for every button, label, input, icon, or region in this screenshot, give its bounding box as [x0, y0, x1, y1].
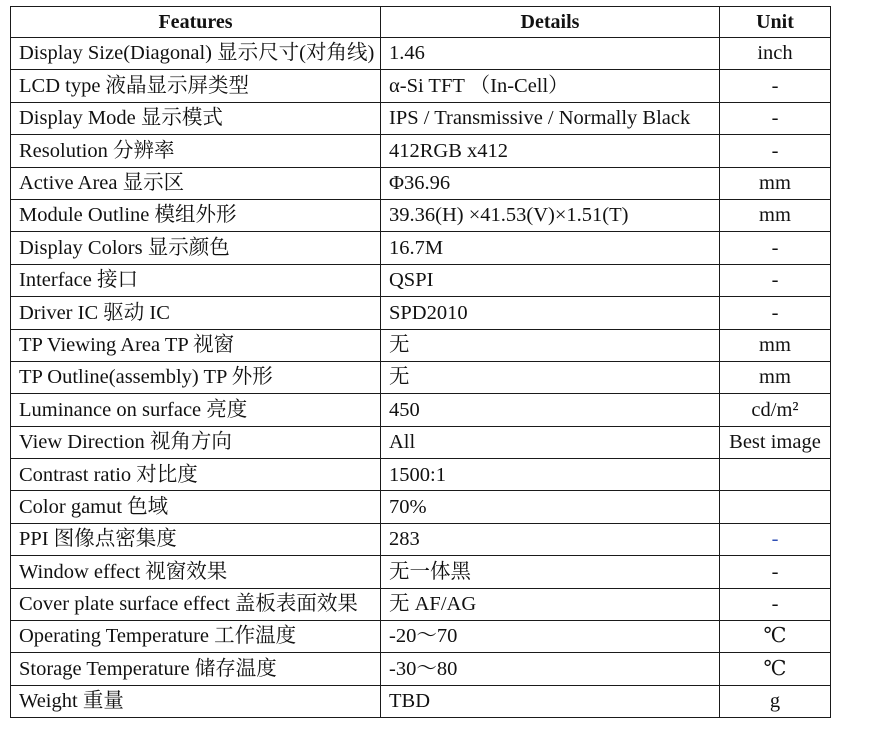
spec-table [10, 6, 831, 718]
detail-cell: 1.46 [381, 38, 720, 70]
feature-cell: LCD type 液晶显示屏类型 [11, 70, 381, 102]
table-row [11, 685, 831, 717]
detail-cell: All [381, 426, 720, 458]
header-features: Features [11, 7, 381, 38]
table-row [11, 199, 831, 231]
feature-cell: Window effect 视窗效果 [11, 556, 381, 588]
table-row [11, 167, 831, 199]
detail-cell: 无一体黑 [381, 556, 720, 588]
table-row [11, 459, 831, 491]
feature-cell: Driver IC 驱动 IC [11, 297, 381, 329]
unit-cell: - [720, 135, 831, 167]
feature-cell: Luminance on surface 亮度 [11, 394, 381, 426]
feature-cell: Module Outline 模组外形 [11, 199, 381, 231]
unit-cell: cd/m² [720, 394, 831, 426]
unit-cell: inch [720, 38, 831, 70]
table-row [11, 135, 831, 167]
feature-cell: Active Area 显示区 [11, 167, 381, 199]
detail-cell: 70% [381, 491, 720, 523]
header-unit: Unit [720, 7, 831, 38]
unit-cell: mm [720, 167, 831, 199]
unit-cell: mm [720, 361, 831, 393]
header-details: Details [381, 7, 720, 38]
detail-cell: α-Si TFT （In-Cell） [381, 70, 720, 102]
detail-cell: 无 AF/AG [381, 588, 720, 620]
detail-cell: QSPI [381, 264, 720, 296]
detail-cell: 16.7M [381, 232, 720, 264]
table-row [11, 38, 831, 70]
table-row [11, 556, 831, 588]
unit-cell: - [720, 232, 831, 264]
feature-cell: Weight 重量 [11, 685, 381, 717]
table-row [11, 329, 831, 361]
table-header-row [11, 7, 831, 38]
feature-cell: Operating Temperature 工作温度 [11, 621, 381, 653]
unit-cell: - [720, 556, 831, 588]
feature-cell: View Direction 视角方向 [11, 426, 381, 458]
unit-cell: - [720, 523, 831, 555]
feature-cell: TP Outline(assembly) TP 外形 [11, 361, 381, 393]
unit-cell: Best image [720, 426, 831, 458]
unit-cell: mm [720, 329, 831, 361]
feature-cell: PPI 图像点密集度 [11, 523, 381, 555]
unit-cell: - [720, 297, 831, 329]
detail-cell: 450 [381, 394, 720, 426]
table-row [11, 426, 831, 458]
detail-cell: 无 [381, 329, 720, 361]
detail-cell: IPS / Transmissive / Normally Black [381, 102, 720, 134]
unit-cell: - [720, 264, 831, 296]
detail-cell: TBD [381, 685, 720, 717]
feature-cell: Color gamut 色域 [11, 491, 381, 523]
feature-cell: Display Size(Diagonal) 显示尺寸(对角线) [11, 38, 381, 70]
detail-cell: -20～70 [381, 621, 720, 653]
unit-cell: ℃ [720, 653, 831, 685]
feature-cell: Storage Temperature 储存温度 [11, 653, 381, 685]
table-row [11, 102, 831, 134]
table-row [11, 264, 831, 296]
detail-cell: 39.36(H) ×41.53(V)×1.51(T) [381, 199, 720, 231]
unit-cell: g [720, 685, 831, 717]
detail-cell: 无 [381, 361, 720, 393]
table-row [11, 297, 831, 329]
detail-cell: Φ36.96 [381, 167, 720, 199]
table-row [11, 588, 831, 620]
unit-cell: - [720, 70, 831, 102]
feature-cell: Cover plate surface effect 盖板表面效果 [11, 588, 381, 620]
feature-cell: TP Viewing Area TP 视窗 [11, 329, 381, 361]
detail-cell: 283 [381, 523, 720, 555]
table-row [11, 394, 831, 426]
table-row [11, 621, 831, 653]
table-row [11, 232, 831, 264]
feature-cell: Interface 接口 [11, 264, 381, 296]
unit-cell [720, 459, 831, 491]
feature-cell: Contrast ratio 对比度 [11, 459, 381, 491]
detail-cell: SPD2010 [381, 297, 720, 329]
feature-cell: Display Mode 显示模式 [11, 102, 381, 134]
table-row [11, 491, 831, 523]
table-row [11, 523, 831, 555]
feature-cell: Resolution 分辨率 [11, 135, 381, 167]
unit-cell: - [720, 102, 831, 134]
detail-cell: 1500:1 [381, 459, 720, 491]
detail-cell: 412RGB x412 [381, 135, 720, 167]
unit-cell: ℃ [720, 621, 831, 653]
unit-cell: - [720, 588, 831, 620]
table-row [11, 653, 831, 685]
table-row [11, 361, 831, 393]
unit-cell: mm [720, 199, 831, 231]
table-row [11, 70, 831, 102]
unit-cell [720, 491, 831, 523]
feature-cell: Display Colors 显示颜色 [11, 232, 381, 264]
detail-cell: -30～80 [381, 653, 720, 685]
